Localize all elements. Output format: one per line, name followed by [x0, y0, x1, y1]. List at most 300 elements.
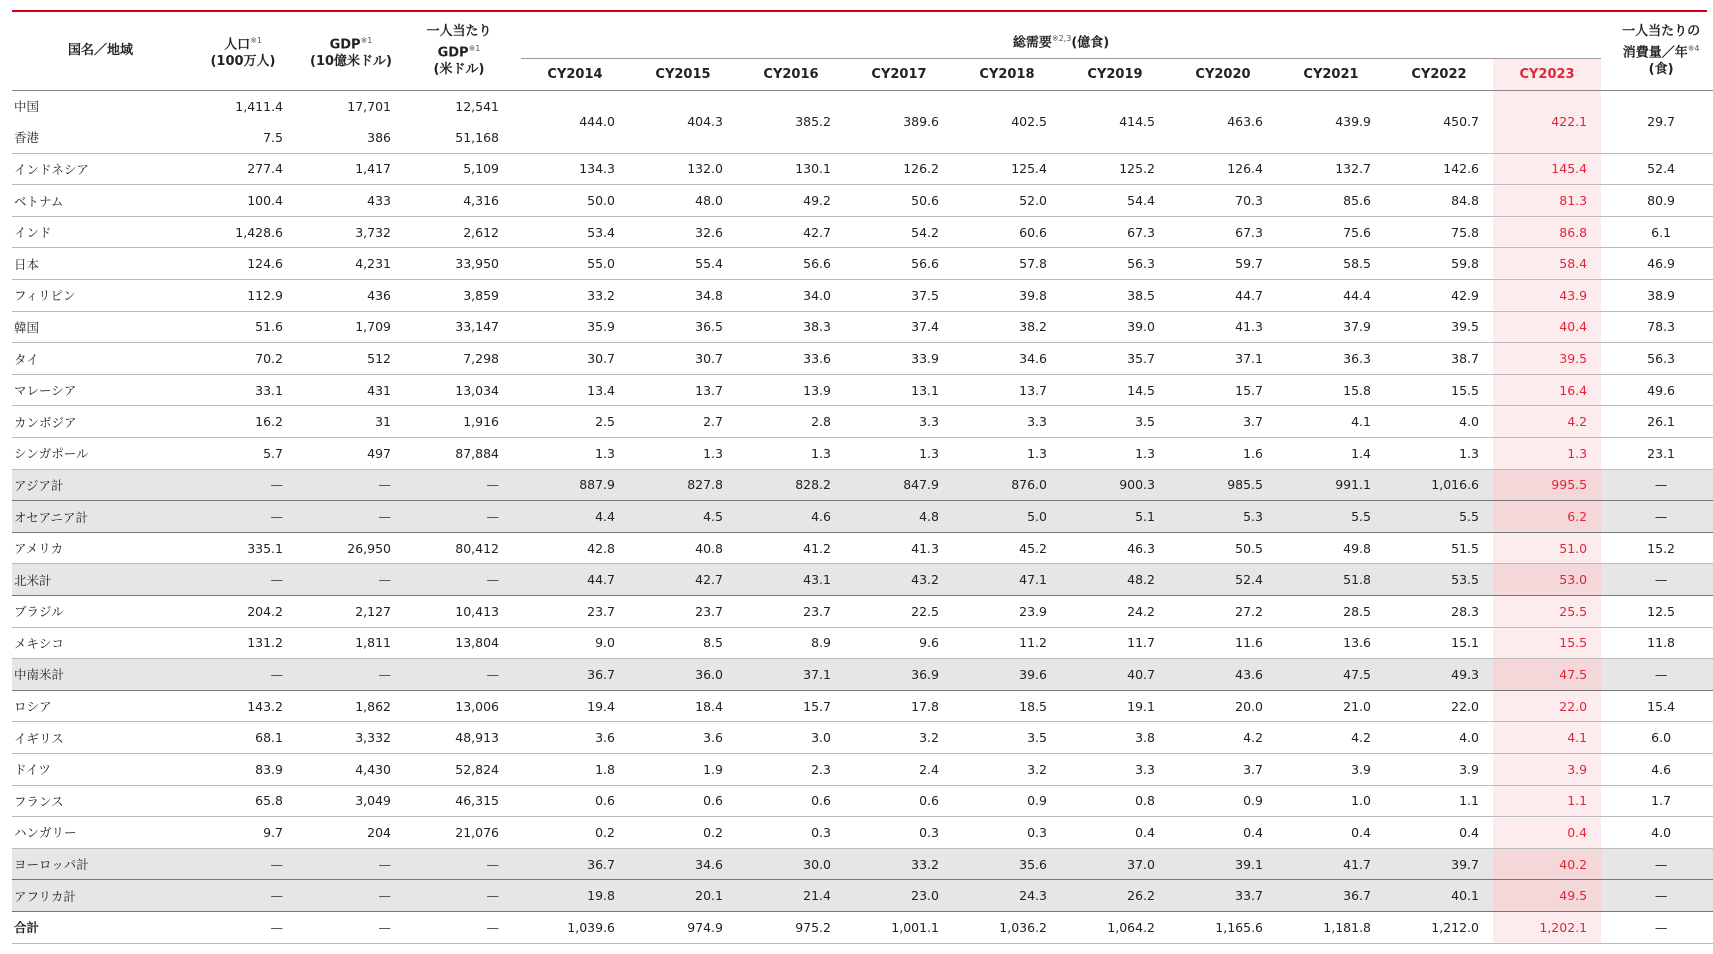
demand-value: 84.8 [1385, 185, 1493, 217]
demand-value: 55.0 [521, 248, 629, 280]
per-capita-value: 11.8 [1609, 627, 1713, 659]
gdp-per-capita-value: — [405, 911, 513, 943]
gap-cell [1601, 374, 1609, 406]
table-row [12, 817, 1713, 849]
demand-value: 23.7 [629, 596, 737, 628]
demand-value: 15.1 [1385, 627, 1493, 659]
demand-value: 3.9 [1277, 753, 1385, 785]
demand-value: 50.6 [845, 185, 953, 217]
demand-value: 57.8 [953, 248, 1061, 280]
demand-value: 3.5 [1061, 406, 1169, 438]
gap-cell [1601, 469, 1609, 501]
demand-value: 6.2 [1493, 501, 1601, 533]
gap-cell [1601, 785, 1609, 817]
demand-value: 20.0 [1169, 690, 1277, 722]
gap-cell [513, 90, 521, 153]
demand-value: 3.0 [737, 722, 845, 754]
gap-cell [1601, 185, 1609, 217]
country-name: アフリカ計 [12, 880, 189, 912]
table-row [12, 406, 1713, 438]
demand-value: 18.5 [953, 690, 1061, 722]
demand-value: 35.9 [521, 311, 629, 343]
gap-cell [513, 469, 521, 501]
demand-value: 3.5 [953, 722, 1061, 754]
population-value: — [189, 659, 297, 691]
demand-value: 3.2 [845, 722, 953, 754]
header-gap-left [513, 12, 521, 90]
gdp-per-capita-value: 1,916 [405, 406, 513, 438]
population-value: 100.4 [189, 185, 297, 217]
gdp-value: 431 [297, 374, 405, 406]
demand-value: 3.3 [1061, 753, 1169, 785]
gap-cell [513, 880, 521, 912]
demand-value: 44.7 [521, 564, 629, 596]
gap-cell [513, 374, 521, 406]
gdp-per-capita-value: 13,034 [405, 374, 513, 406]
demand-value: 36.0 [629, 659, 737, 691]
gdp-per-capita-value: — [405, 564, 513, 596]
demand-value: 51.5 [1385, 532, 1493, 564]
demand-value: 11.6 [1169, 627, 1277, 659]
demand-value: 58.4 [1493, 248, 1601, 280]
population-value: 16.2 [189, 406, 297, 438]
gap-cell [1601, 848, 1609, 880]
header-year-6: CY2020 [1169, 58, 1277, 90]
demand-value: 33.9 [845, 343, 953, 375]
gdp-value: 31 [297, 406, 405, 438]
per-capita-value: 80.9 [1609, 185, 1713, 217]
per-capita-value: 49.6 [1609, 374, 1713, 406]
gdp-per-capita-value: 12,541 [455, 98, 499, 114]
demand-value: 126.4 [1169, 153, 1277, 185]
gap-cell [513, 343, 521, 375]
demand-value: 23.9 [953, 596, 1061, 628]
country-name: イギリス [12, 722, 189, 754]
demand-value: 24.3 [953, 880, 1061, 912]
demand-value: 995.5 [1493, 469, 1601, 501]
per-capita-value: 4.6 [1609, 753, 1713, 785]
gap-cell [1601, 911, 1609, 943]
gdp-per-capita-value: 51,168 [405, 122, 513, 154]
demand-value: 39.8 [953, 280, 1061, 312]
gap-cell [1601, 216, 1609, 248]
gap-cell [1601, 753, 1609, 785]
header-total-demand: 総需要$^{※2,3}$(億食) [521, 12, 1601, 58]
gdp-per-capita-value: — [405, 848, 513, 880]
demand-value: 402.5 [953, 90, 1061, 153]
population-value: 83.9 [189, 753, 297, 785]
population-value: 68.1 [189, 722, 297, 754]
demand-value: 37.5 [845, 280, 953, 312]
demand-value: 1.3 [1061, 438, 1169, 470]
demand-value: 11.2 [953, 627, 1061, 659]
per-capita-value: — [1609, 469, 1713, 501]
demand-value: 16.4 [1493, 374, 1601, 406]
demand-value: 45.2 [953, 532, 1061, 564]
demand-value: 67.3 [1061, 216, 1169, 248]
header-population: 人口$^{※1}$ (100万人) [189, 12, 297, 90]
country-name: ハンガリー [12, 817, 189, 849]
per-capita-value: 52.4 [1609, 153, 1713, 185]
demand-value: 900.3 [1061, 469, 1169, 501]
demand-value: 59.7 [1169, 248, 1277, 280]
demand-value: 0.4 [1061, 817, 1169, 849]
country-name: インド [12, 216, 189, 248]
demand-value: 125.4 [953, 153, 1061, 185]
demand-value: 3.6 [521, 722, 629, 754]
per-capita-value: 15.2 [1609, 532, 1713, 564]
demand-value: 36.3 [1277, 343, 1385, 375]
demand-value: 4.6 [737, 501, 845, 533]
demand-value: 49.3 [1385, 659, 1493, 691]
per-capita-value: 15.4 [1609, 690, 1713, 722]
gap-cell [513, 911, 521, 943]
demand-value: 5.5 [1385, 501, 1493, 533]
country-name: 北米計 [12, 564, 189, 596]
gdp-per-capita-value: 13,804 [405, 627, 513, 659]
demand-value: 13.7 [629, 374, 737, 406]
demand-value: 17.8 [845, 690, 953, 722]
table-row [12, 90, 1713, 122]
demand-value: 50.5 [1169, 532, 1277, 564]
country-name: 中南米計 [12, 659, 189, 691]
demand-value: 42.9 [1385, 280, 1493, 312]
table-row [12, 785, 1713, 817]
demand-value: 450.7 [1385, 90, 1493, 153]
demand-value: 13.4 [521, 374, 629, 406]
subtotal-row [12, 469, 1713, 501]
demand-value: 4.1 [1493, 722, 1601, 754]
per-capita-value: 56.3 [1609, 343, 1713, 375]
gap-cell [1601, 817, 1609, 849]
demand-value: 985.5 [1169, 469, 1277, 501]
per-capita-value: — [1609, 564, 1713, 596]
demand-value: 53.0 [1493, 564, 1601, 596]
demand-value: 389.6 [845, 90, 953, 153]
gdp-value: 1,811 [297, 627, 405, 659]
table-row [12, 690, 1713, 722]
demand-value: 4.8 [845, 501, 953, 533]
demand-value: 50.0 [521, 185, 629, 217]
demand-value: 47.5 [1493, 659, 1601, 691]
demand-value: 21.4 [737, 880, 845, 912]
per-capita-value: 46.9 [1609, 248, 1713, 280]
gap-cell [1601, 564, 1609, 596]
demand-value: 5.1 [1061, 501, 1169, 533]
demand-value: 19.4 [521, 690, 629, 722]
demand-value: 34.8 [629, 280, 737, 312]
demand-value: 1.8 [521, 753, 629, 785]
demand-value: 18.4 [629, 690, 737, 722]
demand-value: 0.3 [845, 817, 953, 849]
demand-value: 142.6 [1385, 153, 1493, 185]
gdp-value: — [297, 564, 405, 596]
demand-value: 15.5 [1493, 627, 1601, 659]
demand-value: 47.1 [953, 564, 1061, 596]
demand-value: 37.0 [1061, 848, 1169, 880]
demand-value: 36.9 [845, 659, 953, 691]
demand-value: 33.6 [737, 343, 845, 375]
demand-value: 39.7 [1385, 848, 1493, 880]
table-body [12, 90, 1713, 943]
demand-value: 53.4 [521, 216, 629, 248]
gap-cell [1601, 880, 1609, 912]
per-capita-value: 23.1 [1609, 438, 1713, 470]
demand-value: 36.5 [629, 311, 737, 343]
gdp-per-capita-value: 7,298 [405, 343, 513, 375]
demand-value: 43.1 [737, 564, 845, 596]
demand-value: 876.0 [953, 469, 1061, 501]
demand-value: 53.5 [1385, 564, 1493, 596]
demand-value: 37.1 [737, 659, 845, 691]
demand-value: 40.4 [1493, 311, 1601, 343]
demand-value: 4.5 [629, 501, 737, 533]
table-row [12, 722, 1713, 754]
country-name: フィリピン [12, 280, 189, 312]
demand-value: 75.8 [1385, 216, 1493, 248]
gap-cell [513, 153, 521, 185]
demand-value: 4.0 [1385, 406, 1493, 438]
population-value: 5.7 [189, 438, 297, 470]
per-capita-value: 6.0 [1609, 722, 1713, 754]
population-value: 1,428.6 [189, 216, 297, 248]
header-year-8: CY2022 [1385, 58, 1493, 90]
demand-value: 33.7 [1169, 880, 1277, 912]
per-capita-value: — [1609, 880, 1713, 912]
demand-value: 47.5 [1277, 659, 1385, 691]
demand-value: 15.7 [1169, 374, 1277, 406]
population-value: — [189, 911, 297, 943]
gap-cell [513, 817, 521, 849]
demand-value: 4.2 [1169, 722, 1277, 754]
demand-value: 414.5 [1061, 90, 1169, 153]
demand-value: 42.8 [521, 532, 629, 564]
demand-value: 37.4 [845, 311, 953, 343]
demand-value: 2.3 [737, 753, 845, 785]
header-year-3: CY2017 [845, 58, 953, 90]
population-value: 131.2 [189, 627, 297, 659]
per-capita-value: 78.3 [1609, 311, 1713, 343]
population-value: — [189, 469, 297, 501]
gap-cell [513, 532, 521, 564]
demand-value: 35.6 [953, 848, 1061, 880]
country-name: アジア計 [12, 469, 189, 501]
demand-value: 5.5 [1277, 501, 1385, 533]
gdp-value: 512 [297, 343, 405, 375]
demand-value: 15.5 [1385, 374, 1493, 406]
grand-total-row [12, 911, 1713, 943]
gdp-value: 497 [297, 438, 405, 470]
demand-value: 11.7 [1061, 627, 1169, 659]
demand-value: 41.7 [1277, 848, 1385, 880]
country-name: ロシア [12, 690, 189, 722]
population-value: 204.2 [189, 596, 297, 628]
gdp-value: — [297, 659, 405, 691]
demand-value: 1.3 [1493, 438, 1601, 470]
demand-value: 3.9 [1493, 753, 1601, 785]
gap-cell [513, 280, 521, 312]
demand-value: 22.5 [845, 596, 953, 628]
demand-value: 1.0 [1277, 785, 1385, 817]
gdp-per-capita-value: 46,315 [405, 785, 513, 817]
demand-value: 67.3 [1169, 216, 1277, 248]
per-capita-value: — [1609, 848, 1713, 880]
demand-value: 34.0 [737, 280, 845, 312]
demand-value: 975.2 [737, 911, 845, 943]
demand-value: 39.6 [953, 659, 1061, 691]
gdp-value: 3,732 [297, 216, 405, 248]
per-capita-value: — [1609, 501, 1713, 533]
demand-value: 130.1 [737, 153, 845, 185]
gap-cell [1601, 501, 1609, 533]
demand-value: 30.0 [737, 848, 845, 880]
gap-cell [513, 659, 521, 691]
demand-value: 55.4 [629, 248, 737, 280]
gdp-value: — [297, 469, 405, 501]
per-capita-value: — [1609, 911, 1713, 943]
demand-value: 5.0 [953, 501, 1061, 533]
table-row [12, 153, 1713, 185]
gap-cell [513, 438, 521, 470]
demand-value: 145.4 [1493, 153, 1601, 185]
demand-value: 24.2 [1061, 596, 1169, 628]
gdp-per-capita-value: 33,147 [405, 311, 513, 343]
demand-value: 463.6 [1169, 90, 1277, 153]
subtotal-row [12, 564, 1713, 596]
gdp-per-capita-value: 3,859 [405, 280, 513, 312]
demand-value: 422.1 [1493, 90, 1601, 153]
country-name: カンボジア [12, 406, 189, 438]
demand-table [12, 12, 1713, 944]
gap-cell [1601, 311, 1609, 343]
header-year-2: CY2016 [737, 58, 845, 90]
demand-value: 37.9 [1277, 311, 1385, 343]
demand-value: 974.9 [629, 911, 737, 943]
demand-value: 0.4 [1385, 817, 1493, 849]
population-value: — [189, 880, 297, 912]
demand-value: 4.2 [1277, 722, 1385, 754]
subtotal-row [12, 848, 1713, 880]
table-row [12, 596, 1713, 628]
population-value: — [189, 564, 297, 596]
gdp-value: 1,417 [297, 153, 405, 185]
gap-cell [513, 596, 521, 628]
demand-value: 28.5 [1277, 596, 1385, 628]
demand-value: 58.5 [1277, 248, 1385, 280]
gdp-value: 1,709 [297, 311, 405, 343]
gdp-per-capita-value: — [405, 659, 513, 691]
population-value: 277.4 [189, 153, 297, 185]
header-year-7: CY2021 [1277, 58, 1385, 90]
gdp-per-capita-value: 21,076 [405, 817, 513, 849]
header-year-0: CY2014 [521, 58, 629, 90]
gap-cell [1601, 153, 1609, 185]
country-name: ベトナム [12, 185, 189, 217]
demand-value: 9.6 [845, 627, 953, 659]
country-name: 合計 [12, 911, 189, 943]
population-value: 33.1 [189, 374, 297, 406]
header-per-capita-consumption: 一人当たりの 消費量／年$^{※4}$ (食) [1609, 12, 1713, 90]
demand-value: 1.6 [1169, 438, 1277, 470]
demand-value: 0.6 [845, 785, 953, 817]
gdp-value: 3,049 [297, 785, 405, 817]
demand-value: 1,202.1 [1493, 911, 1601, 943]
demand-value: 42.7 [629, 564, 737, 596]
header-gdp: GDP$^{※1}$ (10億米ドル) [297, 12, 405, 90]
gdp-value: 17,701 [347, 98, 391, 114]
demand-value: 41.3 [1169, 311, 1277, 343]
demand-value: 36.7 [521, 659, 629, 691]
demand-value: 9.0 [521, 627, 629, 659]
demand-value: 86.8 [1493, 216, 1601, 248]
country-name: マレーシア [12, 374, 189, 406]
gdp-per-capita-value: 52,824 [405, 753, 513, 785]
demand-value: 56.3 [1061, 248, 1169, 280]
demand-value: 0.9 [953, 785, 1061, 817]
population-value: 51.6 [189, 311, 297, 343]
demand-value: 1,016.6 [1385, 469, 1493, 501]
per-capita-value: 6.1 [1609, 216, 1713, 248]
demand-value: 13.6 [1277, 627, 1385, 659]
gdp-value: 3,332 [297, 722, 405, 754]
demand-value: 56.6 [845, 248, 953, 280]
subtotal-row [12, 880, 1713, 912]
demand-value: 3.7 [1169, 753, 1277, 785]
demand-value: 33.2 [521, 280, 629, 312]
gdp-value: 386 [297, 122, 405, 154]
demand-value: 85.6 [1277, 185, 1385, 217]
gap-cell [1601, 690, 1609, 722]
gdp-value: 2,127 [297, 596, 405, 628]
header-year-5: CY2019 [1061, 58, 1169, 90]
gdp-value: 4,430 [297, 753, 405, 785]
demand-value: 13.9 [737, 374, 845, 406]
demand-value: 0.4 [1277, 817, 1385, 849]
demand-value: 30.7 [521, 343, 629, 375]
gap-cell [513, 690, 521, 722]
demand-value: 54.4 [1061, 185, 1169, 217]
demand-value: 991.1 [1277, 469, 1385, 501]
demand-value: 0.6 [737, 785, 845, 817]
demand-value: 1,064.2 [1061, 911, 1169, 943]
country-name: ブラジル [12, 596, 189, 628]
demand-value: 125.2 [1061, 153, 1169, 185]
demand-value: 14.5 [1061, 374, 1169, 406]
demand-value: 0.3 [737, 817, 845, 849]
demand-value: 126.2 [845, 153, 953, 185]
demand-value: 0.2 [629, 817, 737, 849]
demand-value: 1,212.0 [1385, 911, 1493, 943]
demand-value: 23.0 [845, 880, 953, 912]
gap-cell [513, 753, 521, 785]
demand-value: 48.0 [629, 185, 737, 217]
demand-value: 0.6 [521, 785, 629, 817]
country-name: メキシコ [12, 627, 189, 659]
demand-value: 39.5 [1385, 311, 1493, 343]
gap-cell [1601, 280, 1609, 312]
gap-cell [513, 311, 521, 343]
demand-value: 385.2 [737, 90, 845, 153]
demand-value: 1.3 [1385, 438, 1493, 470]
gap-cell [513, 406, 521, 438]
gdp-per-capita-value: 33,950 [405, 248, 513, 280]
demand-value: 75.6 [1277, 216, 1385, 248]
demand-value: 20.1 [629, 880, 737, 912]
country-name: タイ [12, 343, 189, 375]
gap-cell [1601, 343, 1609, 375]
demand-value: 3.9 [1385, 753, 1493, 785]
demand-value: 23.7 [737, 596, 845, 628]
